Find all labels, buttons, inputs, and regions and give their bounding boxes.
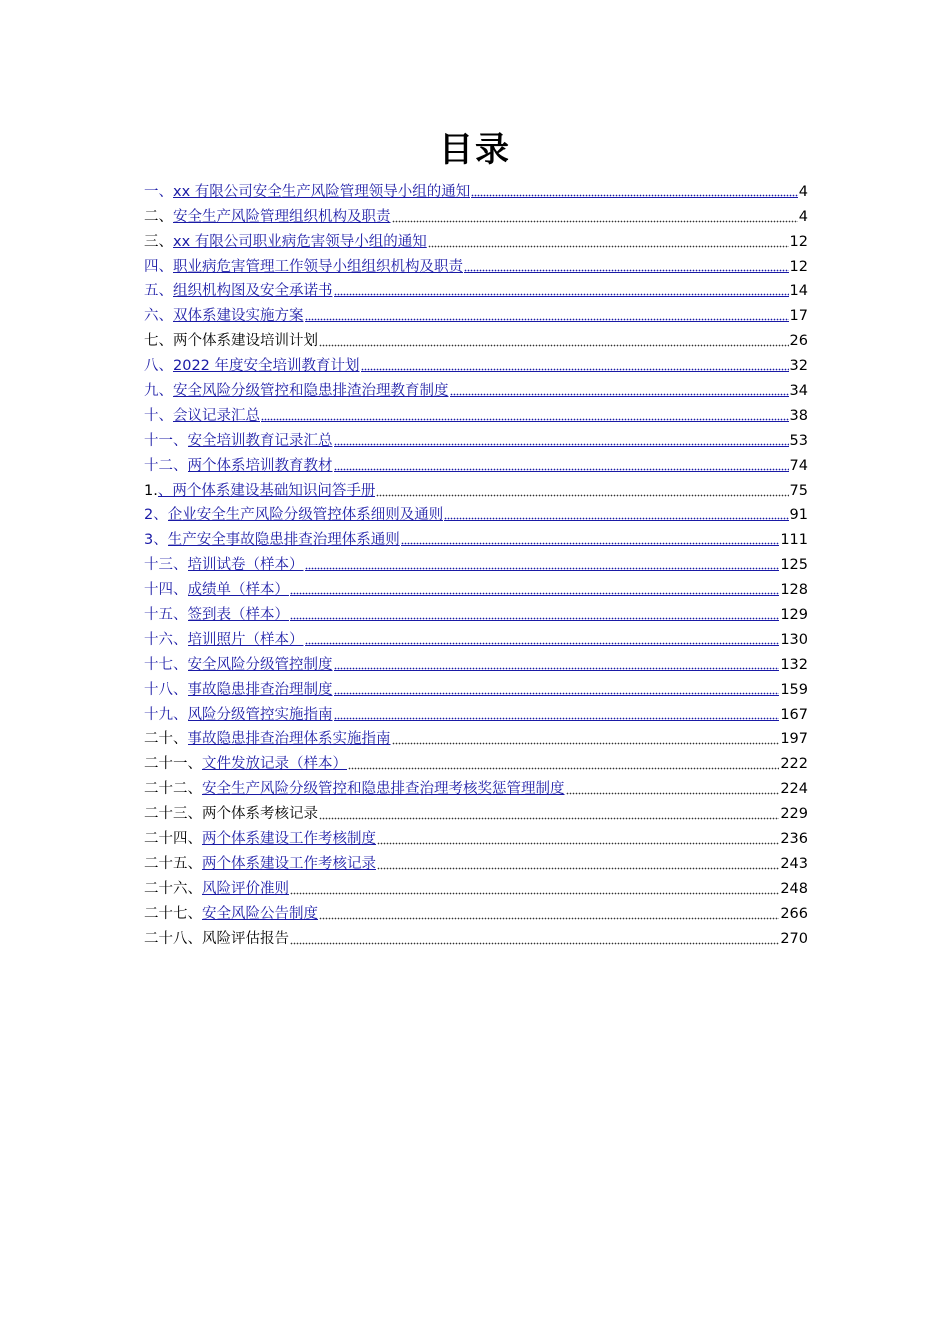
toc-entry-title[interactable]: 风险分级管控实施指南 xyxy=(187,706,333,723)
toc-entry-number: 十二、 xyxy=(144,457,188,474)
toc-entry-number: 二、 xyxy=(144,208,173,225)
toc-entry[interactable] xyxy=(144,300,808,325)
toc-entry-title[interactable]: 文件发放记录（样本） xyxy=(202,756,347,773)
dot-leader xyxy=(290,931,779,945)
toc-entry-page-number: 74 xyxy=(789,457,808,474)
toc-entry[interactable] xyxy=(144,674,808,699)
toc-entry-number: 一、 xyxy=(144,183,173,200)
dot-leader xyxy=(319,906,779,920)
toc-entry-title: 两个体系考核记录 xyxy=(202,806,318,823)
toc-entry-page-number: 248 xyxy=(780,880,808,897)
toc-entry-title[interactable]: 安全风险分级管控和隐患排渣治理教育制度 xyxy=(173,383,449,400)
toc-entry[interactable] xyxy=(144,549,808,574)
toc-entry-title[interactable]: 培训试卷（样本） xyxy=(187,557,304,574)
toc-entry[interactable] xyxy=(144,748,808,773)
dot-leader xyxy=(261,407,789,422)
dot-leader xyxy=(305,307,789,322)
toc-entry-number: 十九、 xyxy=(144,706,188,723)
dot-leader xyxy=(319,333,789,347)
toc-entry-title[interactable]: 安全风险公告制度 xyxy=(202,905,318,922)
toc-entry-number: 八、 xyxy=(144,358,173,375)
toc-entry[interactable] xyxy=(144,898,808,923)
toc-entry[interactable] xyxy=(144,574,808,599)
dot-leader xyxy=(348,756,779,770)
table-of-contents xyxy=(144,176,808,948)
toc-entry[interactable] xyxy=(144,724,808,749)
dot-leader xyxy=(377,856,779,870)
toc-entry-page-number: 229 xyxy=(780,806,808,823)
toc-entry[interactable] xyxy=(144,176,808,201)
toc-entry-page-number: 4 xyxy=(798,208,808,225)
dot-leader xyxy=(444,506,788,521)
toc-entry[interactable] xyxy=(144,599,808,624)
dot-leader xyxy=(334,457,789,472)
toc-entry-page-number: 222 xyxy=(780,756,808,773)
toc-entry-number: 二十、 xyxy=(144,731,188,748)
toc-entry[interactable] xyxy=(144,226,808,251)
toc-entry[interactable] xyxy=(144,251,808,276)
toc-entry[interactable] xyxy=(144,350,808,375)
toc-entry-page-number: 111 xyxy=(780,532,808,549)
toc-entry-number: 十八、 xyxy=(144,681,188,698)
toc-entry[interactable] xyxy=(144,201,808,226)
dot-leader xyxy=(290,881,779,895)
toc-entry-number: 十、 xyxy=(144,407,173,424)
toc-entry[interactable] xyxy=(144,823,808,848)
toc-entry-page-number: 266 xyxy=(780,905,808,922)
toc-entry[interactable] xyxy=(144,375,808,400)
toc-entry[interactable] xyxy=(144,475,808,500)
toc-entry-page-number: 17 xyxy=(789,308,808,325)
toc-entry[interactable] xyxy=(144,624,808,649)
toc-entry[interactable] xyxy=(144,450,808,475)
toc-entry[interactable] xyxy=(144,524,808,549)
dot-leader xyxy=(305,631,780,646)
toc-entry-page-number: 75 xyxy=(789,482,808,499)
dot-leader xyxy=(334,432,789,447)
toc-entry-title[interactable]: 双体系建设实施方案 xyxy=(173,308,304,325)
toc-entry-page-number: 130 xyxy=(780,631,808,648)
toc-entry-title[interactable]: 两个体系建设工作考核记录 xyxy=(202,855,376,872)
toc-entry-page-number: 12 xyxy=(789,258,808,275)
toc-entry-title[interactable]: 安全风险分级管控制度 xyxy=(187,656,333,673)
dot-leader xyxy=(428,234,789,248)
toc-entry-title: 两个体系建设培训计划 xyxy=(173,333,318,350)
dot-leader xyxy=(319,806,779,820)
toc-entry-title[interactable]: 成绩单（样本） xyxy=(187,582,289,599)
toc-entry-number: 二十五、 xyxy=(144,855,202,872)
dot-leader xyxy=(566,781,780,795)
toc-entry-page-number: 270 xyxy=(780,930,808,947)
toc-entry-number: 九、 xyxy=(144,383,173,400)
toc-entry[interactable] xyxy=(144,400,808,425)
toc-entry-number: 二十四、 xyxy=(144,831,202,848)
toc-entry-number: 十四、 xyxy=(144,582,188,599)
toc-entry[interactable] xyxy=(144,848,808,873)
toc-entry-number: 六、 xyxy=(144,308,173,325)
toc-entry-number: 七、 xyxy=(144,333,173,350)
toc-entry-title[interactable]: 两个体系培训教育教材 xyxy=(187,457,333,474)
dot-leader xyxy=(464,258,789,273)
toc-entry-number: 十七、 xyxy=(144,656,188,673)
dot-leader xyxy=(290,581,779,596)
toc-entry-page-number: 125 xyxy=(780,557,808,574)
toc-entry-number: 3、 xyxy=(144,532,168,549)
toc-entry[interactable] xyxy=(144,425,808,450)
dot-leader xyxy=(401,531,780,546)
toc-entry-number: 二十二、 xyxy=(144,781,202,798)
dot-leader xyxy=(376,483,788,497)
toc-entry-number: 二十八、 xyxy=(144,930,202,947)
toc-entry-title[interactable]: 2022 年度安全培训教育计划 xyxy=(173,358,360,375)
toc-entry-title: 风险评估报告 xyxy=(202,930,289,947)
dot-leader xyxy=(334,706,780,721)
toc-entry-title[interactable]: 签到表（样本） xyxy=(187,607,289,624)
toc-entry-page-number: 32 xyxy=(789,358,808,375)
page-title: 目录 xyxy=(439,130,511,170)
toc-entry-number: 四、 xyxy=(144,258,173,275)
toc-entry-title[interactable]: 组织机构图及安全承诺书 xyxy=(173,283,333,300)
toc-entry-title[interactable]: 、两个体系建设基础知识问答手册 xyxy=(157,482,376,499)
toc-entry-page-number: 53 xyxy=(789,432,808,449)
toc-entry[interactable] xyxy=(144,649,808,674)
toc-entry-page-number: 132 xyxy=(780,656,808,673)
dot-leader xyxy=(392,209,798,223)
dot-leader xyxy=(334,681,780,696)
toc-entry-page-number: 38 xyxy=(789,407,808,424)
toc-entry-page-number: 26 xyxy=(789,333,808,350)
toc-entry-number: 十五、 xyxy=(144,607,188,624)
dot-leader xyxy=(334,656,780,671)
dot-leader xyxy=(305,556,780,571)
toc-entry-number: 二十一、 xyxy=(144,756,202,773)
toc-entry[interactable] xyxy=(144,276,808,301)
toc-entry-title[interactable]: 事故隐患排查治理制度 xyxy=(187,681,333,698)
toc-entry-page-number: 167 xyxy=(780,706,808,723)
toc-entry-page-number: 12 xyxy=(789,233,808,250)
toc-entry-page-number: 128 xyxy=(780,582,808,599)
toc-entry-number: 十一、 xyxy=(144,432,188,449)
toc-entry-number: 五、 xyxy=(144,283,173,300)
dot-leader xyxy=(377,831,779,845)
toc-entry-page-number: 224 xyxy=(780,781,808,798)
toc-entry-page-number: 34 xyxy=(789,383,808,400)
toc-entry-title[interactable]: 企业安全生产风险分级管控体系细则及通则 xyxy=(167,507,444,524)
dot-leader xyxy=(392,731,780,745)
toc-entry-number: 十六、 xyxy=(144,631,188,648)
toc-entry-title[interactable]: 安全生产风险分级管控和隐患排查治理考核奖惩管理制度 xyxy=(202,781,565,798)
toc-entry-number: 二十六、 xyxy=(144,880,202,897)
toc-entry[interactable] xyxy=(144,923,808,948)
toc-entry-number: 1. xyxy=(144,482,158,499)
toc-entry-title[interactable]: 两个体系建设工作考核制度 xyxy=(202,831,376,848)
toc-entry-number: 三、 xyxy=(144,233,173,250)
toc-entry[interactable] xyxy=(144,798,808,823)
toc-entry-page-number: 236 xyxy=(780,831,808,848)
toc-entry[interactable] xyxy=(144,773,808,798)
toc-entry-number: 2、 xyxy=(144,507,168,524)
toc-entry-title[interactable]: 生产安全事故隐患排查治理体系通则 xyxy=(167,532,400,549)
dot-leader xyxy=(361,357,789,372)
toc-entry-title[interactable]: 风险评价准则 xyxy=(202,880,289,897)
toc-entry-title[interactable]: 事故隐患排查治理体系实施指南 xyxy=(187,731,391,748)
toc-entry-page-number: 129 xyxy=(780,607,808,624)
dot-leader xyxy=(334,282,789,297)
toc-entry-title[interactable]: 培训照片（样本） xyxy=(187,631,304,648)
dot-leader xyxy=(290,606,779,621)
toc-entry-number: 二十七、 xyxy=(144,905,202,922)
toc-entry[interactable] xyxy=(144,873,808,898)
toc-entry-title[interactable]: 安全培训教育记录汇总 xyxy=(187,432,333,449)
toc-entry-title[interactable]: 会议记录汇总 xyxy=(173,407,260,424)
toc-entry-title[interactable]: 职业病危害管理工作领导小组组织机构及职责 xyxy=(173,258,463,275)
toc-entry-page-number: 197 xyxy=(780,731,808,748)
toc-entry-number: 十三、 xyxy=(144,557,188,574)
toc-entry-number: 二十三、 xyxy=(144,806,202,823)
toc-entry-title[interactable]: xx 有限公司安全生产风险管理领导小组的通知 xyxy=(173,183,471,200)
toc-entry[interactable] xyxy=(144,325,808,350)
dot-leader xyxy=(450,382,789,397)
toc-entry[interactable] xyxy=(144,500,808,525)
dot-leader xyxy=(471,183,797,198)
toc-entry-title[interactable]: xx 有限公司职业病危害领导小组的通知 xyxy=(173,233,427,250)
toc-entry-title[interactable]: 安全生产风险管理组织机构及职责 xyxy=(173,208,391,225)
toc-entry[interactable] xyxy=(144,699,808,724)
toc-entry-page-number: 159 xyxy=(780,681,808,698)
toc-entry-page-number: 4 xyxy=(798,183,808,200)
toc-entry-page-number: 91 xyxy=(789,507,808,524)
toc-entry-page-number: 14 xyxy=(789,283,808,300)
toc-entry-page-number: 243 xyxy=(780,855,808,872)
